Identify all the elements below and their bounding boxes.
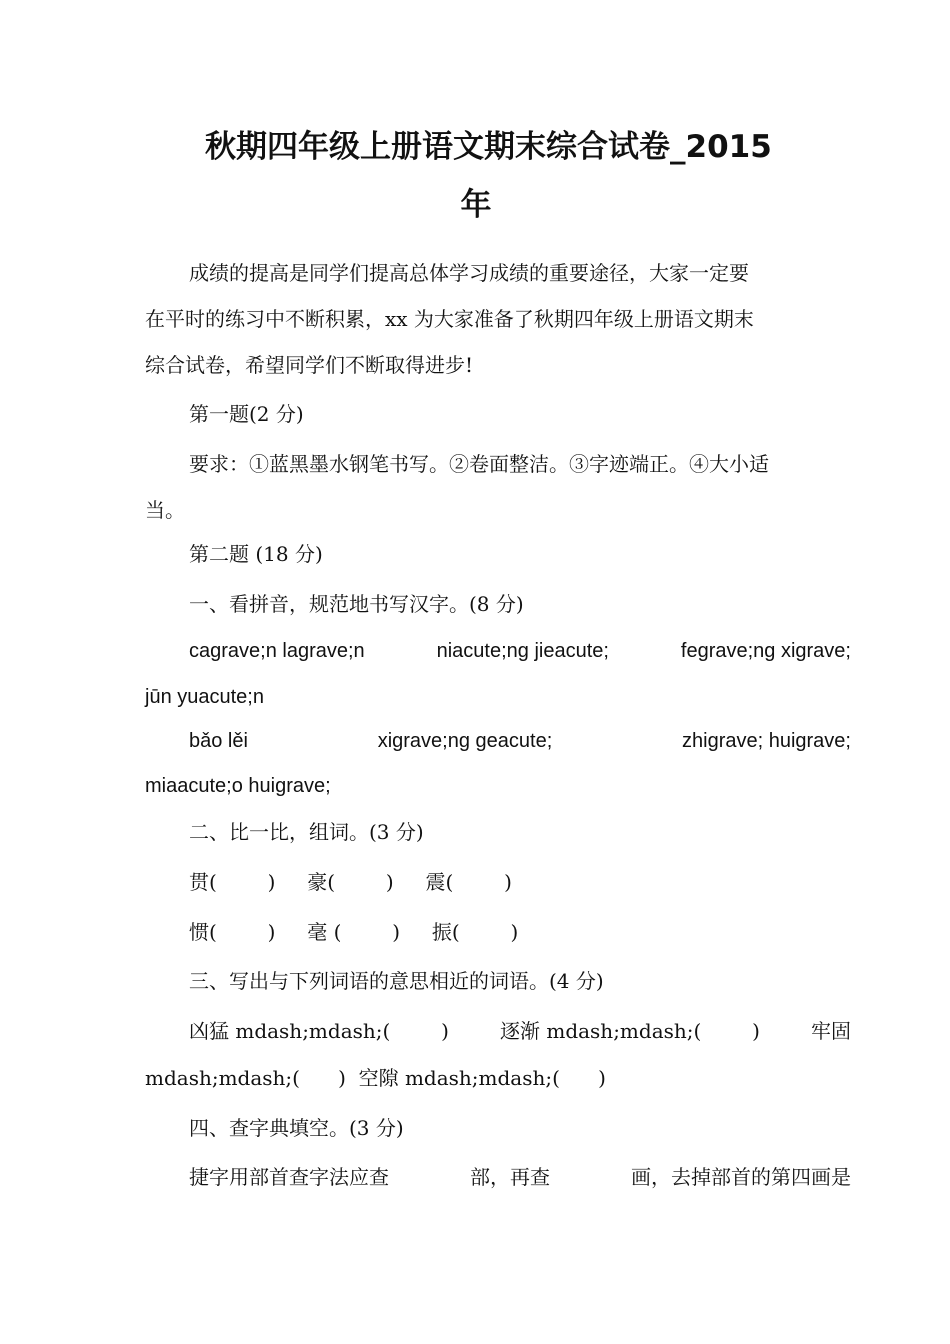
- synonym-item: 牢固: [811, 1019, 851, 1043]
- q1-requirement-line-2: 当。: [145, 498, 185, 522]
- synonym-item: 逐渐 mdash;mdash;( ): [500, 1019, 760, 1043]
- q2-section1-heading: 一、看拼音，规范地书写汉字。(8 分): [189, 592, 524, 616]
- pinyin-row-2: [145, 718, 851, 764]
- q1-requirement-line-1: 要求：①蓝黑墨水钢笔书写。②卷面整洁。③字迹端正。④大小适: [189, 452, 769, 476]
- synonym-row-1-wrap: mdash;mdash;( ) 空隙 mdash;mdash;( ): [145, 1066, 606, 1090]
- title-line-1: 秋期四年级上册语文期末综合试卷_2015: [205, 129, 772, 165]
- pinyin-item: cagrave;n lagrave;n: [189, 640, 365, 662]
- pinyin-item: fegrave;ng xigrave;: [680, 640, 851, 662]
- q2-heading: 第二题 (18 分): [189, 542, 323, 566]
- intro-line-2: 在平时的练习中不断积累，xx 为大家准备了秋期四年级上册语文期末: [145, 307, 754, 331]
- dictionary-part: 部，再查: [470, 1165, 550, 1189]
- q2-section4-heading: 四、查字典填空。(3 分): [189, 1116, 404, 1140]
- intro-line-3: 综合试卷，希望同学们不断取得进步!: [145, 353, 474, 377]
- dictionary-part: 捷字用部首查字法应查: [189, 1165, 389, 1189]
- pinyin-row-1-wrap: jūn yuacute;n: [145, 686, 264, 708]
- compare-row-2: 惯( ) 毫 ( ) 振( ): [189, 920, 519, 944]
- title-line-2: 年: [460, 187, 492, 223]
- pinyin-item: bǎo lěi: [189, 730, 248, 752]
- intro-line-1: 成绩的提高是同学们提高总体学习成绩的重要途径，大家一定要: [189, 261, 749, 285]
- document-title: [145, 118, 807, 234]
- synonym-item: 凶猛 mdash;mdash;( ): [189, 1019, 449, 1043]
- dictionary-line: [145, 1154, 851, 1200]
- dictionary-part: 画，去掉部首的第四画是: [631, 1165, 851, 1189]
- pinyin-item: niacute;ng jieacute;: [436, 640, 609, 662]
- pinyin-item: xigrave;ng geacute;: [377, 730, 553, 752]
- pinyin-row-1: [145, 628, 851, 674]
- pinyin-item: zhigrave; huigrave;: [682, 730, 851, 752]
- q1-heading: 第一题(2 分): [189, 402, 304, 426]
- pinyin-row-2-wrap: miaacute;o huigrave;: [145, 775, 331, 797]
- compare-row-1: 贯( ) 豪( ) 震( ): [189, 870, 512, 894]
- q2-section2-heading: 二、比一比，组词。(3 分): [189, 820, 424, 844]
- q2-section3-heading: 三、写出与下列词语的意思相近的词语。(4 分): [189, 969, 604, 993]
- synonym-row-1: [145, 1008, 851, 1054]
